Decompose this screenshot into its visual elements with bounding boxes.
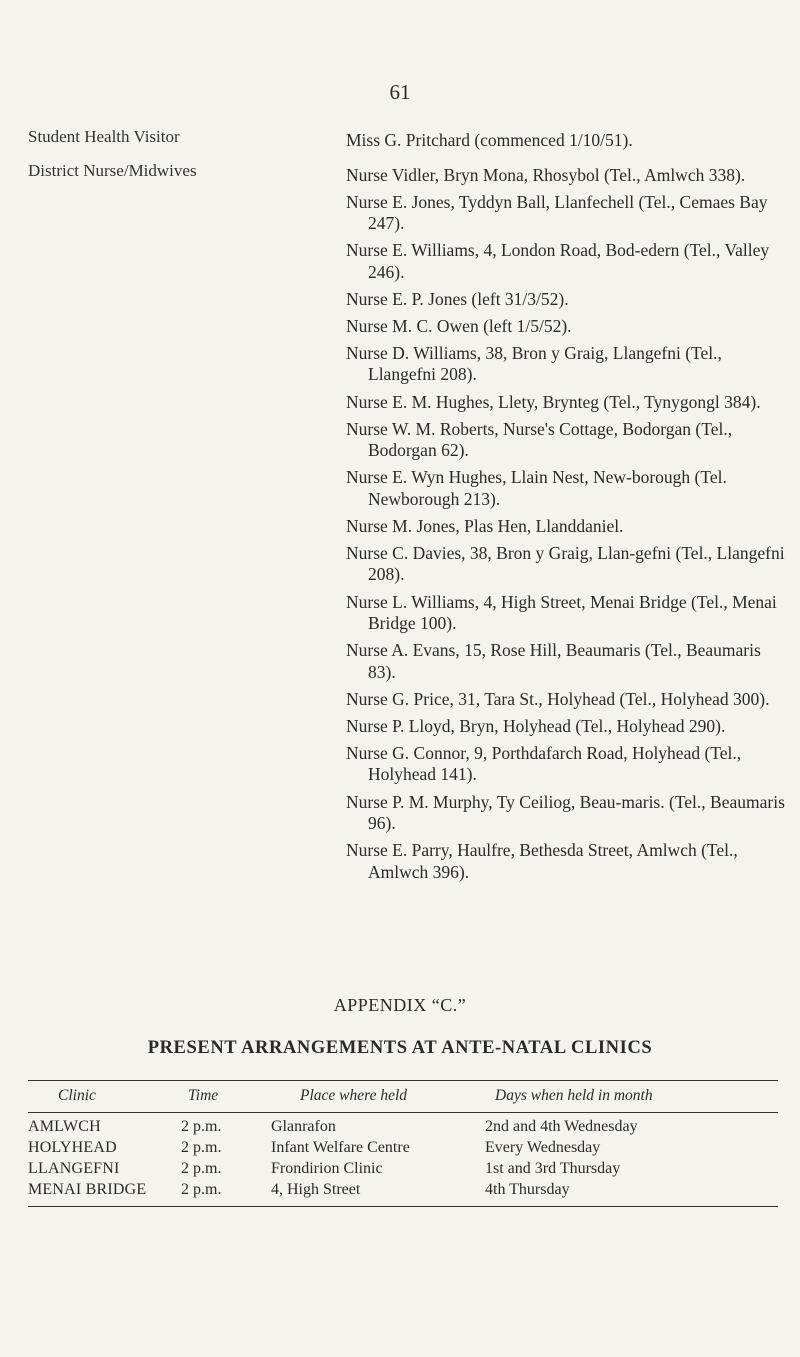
nurse-entry: Nurse E. P. Jones (left 31/3/52). — [346, 288, 569, 309]
section-label-student-health-visitor: Student Health Visitor — [28, 127, 180, 146]
column-header-clinic: Clinic — [58, 1087, 96, 1104]
place-cell: Frondirion Clinic — [271, 1160, 383, 1177]
clinic-cell: HOLYHEAD — [28, 1139, 117, 1156]
nurse-entry: Nurse C. Davies, 38, Bron y Graig, Llan-gefni (Tel., Llangefni 208). — [346, 542, 785, 585]
nurse-entry: Nurse G. Price, 31, Tara St., Holyhead (Tel., Holyhead 300). — [346, 688, 770, 709]
nurse-entry: Nurse W. M. Roberts, Nurse's Cottage, Bodorgan (Tel., Bodorgan 62). — [346, 418, 733, 461]
nurse-entry: Nurse E. M. Hughes, Llety, Brynteg (Tel., Tynygongl 384). — [346, 391, 761, 412]
table-row — [0, 1139, 800, 1159]
time-cell: 2 p.m. — [181, 1160, 222, 1177]
nurse-entry: Nurse E. Williams, 4, London Road, Bod-edern (Tel., Valley 246). — [346, 240, 770, 282]
days-cell: Every Wednesday — [485, 1139, 601, 1156]
table-row — [0, 1160, 800, 1180]
nurse-entry: Nurse Vidler, Bryn Mona, Rhosybol (Tel., Amlwch 338). — [346, 164, 746, 185]
nurse-entry: Nurse E. Parry, Haulfre, Bethesda Street, Amlwch (Tel., Amlwch 396). — [346, 840, 738, 882]
table-header-rule — [28, 1112, 778, 1113]
days-cell: 2nd and 4th Wednesday — [485, 1118, 638, 1135]
section-label-district-nurse-midwives: District Nurse/Midwives — [28, 161, 197, 180]
table-row — [0, 1118, 800, 1138]
place-cell: 4, High Street — [271, 1181, 361, 1198]
nurse-entry: Nurse E. Wyn Hughes, Llain Nest, New-borough (Tel. Newborough 213). — [346, 467, 727, 509]
table-row — [0, 1181, 800, 1201]
nurse-entry: Nurse G. Connor, 9, Porthdafarch Road, Holyhead (Tel., Holyhead 141). — [346, 742, 742, 785]
nurse-entry: Nurse L. Williams, 4, High Street, Menai Bridge (Tel., Menai Bridge 100). — [346, 591, 777, 634]
days-cell: 1st and 3rd Thursday — [485, 1160, 621, 1177]
clinic-cell: AMLWCH — [28, 1118, 101, 1135]
nurse-entry: Nurse D. Williams, 38, Bron y Graig, Llangefni (Tel., Llangefni 208). — [346, 342, 722, 385]
page-number: 61 — [389, 80, 411, 104]
entry-student-health-visitor: Miss G. Pritchard (commenced 1/10/51). — [346, 130, 633, 150]
staff-entries — [346, 130, 786, 889]
appendix-title: APPENDIX “C.” — [333, 995, 467, 1015]
table-bottom-rule — [28, 1206, 778, 1207]
place-cell: Infant Welfare Centre — [271, 1139, 410, 1156]
clinics-heading: PRESENT ARRANGEMENTS AT ANTE-NATAL CLINICS — [147, 1038, 653, 1058]
table-top-rule — [28, 1080, 778, 1081]
column-header-time: Time — [188, 1087, 219, 1104]
nurse-entry: Nurse E. Jones, Tyddyn Ball, Llanfechell (Tel., Cemaes Bay 247). — [346, 191, 768, 234]
nurse-entry: Nurse M. Jones, Plas Hen, Llanddaniel. — [346, 515, 624, 536]
nurse-entry: Nurse P. M. Murphy, Ty Ceiliog, Beau-maris. (Tel., Beaumaris 96). — [346, 791, 785, 833]
clinic-cell: LLANGEFNI — [28, 1160, 120, 1177]
nurse-entry: Nurse M. C. Owen (left 1/5/52). — [346, 315, 572, 336]
time-cell: 2 p.m. — [181, 1181, 222, 1198]
column-header-days: Days when held in month — [495, 1087, 653, 1104]
nurse-entry: Nurse P. Lloyd, Bryn, Holyhead (Tel., Holyhead 290). — [346, 715, 726, 736]
column-header-place: Place where held — [300, 1087, 408, 1104]
nurse-entry: Nurse A. Evans, 15, Rose Hill, Beaumaris (Tel., Beaumaris 83). — [346, 640, 761, 682]
place-cell: Glanrafon — [271, 1118, 336, 1135]
time-cell: 2 p.m. — [181, 1139, 222, 1156]
time-cell: 2 p.m. — [181, 1118, 222, 1135]
days-cell: 4th Thursday — [485, 1181, 570, 1198]
clinic-cell: MENAI BRIDGE — [28, 1181, 147, 1198]
